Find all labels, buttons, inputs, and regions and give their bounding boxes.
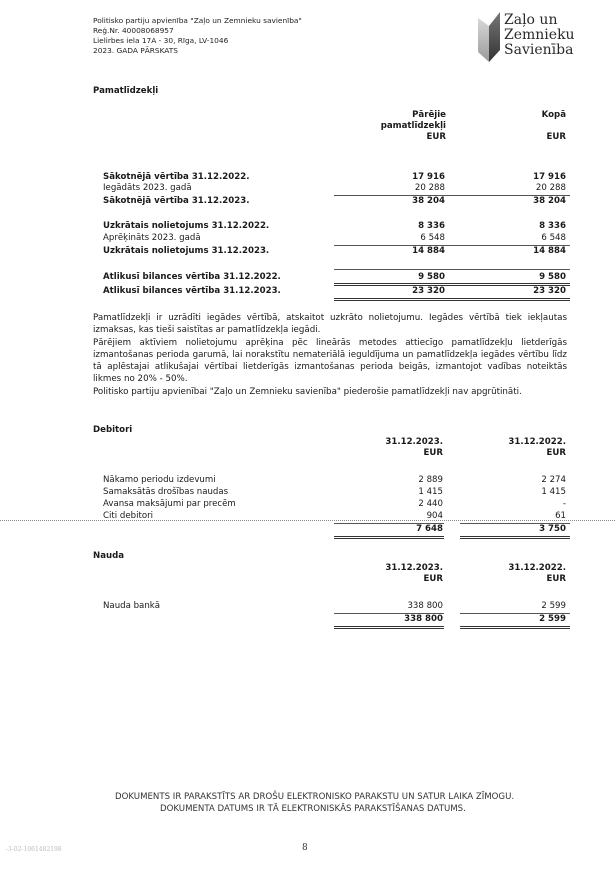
- total-double-rule: [334, 626, 444, 629]
- table-row-total: [0, 614, 615, 626]
- total-double-rule: [334, 298, 570, 301]
- table-row: [0, 196, 615, 208]
- total-value: 2 599: [539, 614, 566, 624]
- section-title-debtors: Debitori: [93, 425, 133, 435]
- note-paragraph: Politisko partiju apvienībai "Zaļo un Zemnieku savienība" piederošie pamatlīdzekļi nav apgrūtināti.: [93, 386, 522, 397]
- table-row: [0, 475, 615, 487]
- table-row-total: [0, 524, 615, 536]
- total-value: 7 648: [416, 524, 443, 534]
- total-value: 3 750: [539, 524, 566, 534]
- table-row: [0, 499, 615, 511]
- row-label: Sākotnējā vērtība 31.12.2022.: [103, 172, 250, 182]
- col-header-date: 31.12.2023.: [385, 563, 443, 573]
- col-header-unit: EUR: [546, 574, 566, 584]
- column-header-2023: [340, 563, 443, 585]
- row-value: 1 415: [541, 487, 566, 497]
- col-header-date: 31.12.2023.: [385, 437, 443, 447]
- page-number: 8: [302, 843, 308, 853]
- row-label: Iegādāts 2023. gadā: [103, 183, 192, 193]
- row-label: Avansa maksājumi par precēm: [103, 499, 236, 509]
- row-value: 23 320: [533, 286, 566, 296]
- fixed-assets-notes: [93, 312, 567, 398]
- balance-rule: [334, 269, 570, 270]
- row-label: Samaksātās drošības naudas: [103, 487, 229, 497]
- document-code: -3-02-1061482198: [6, 846, 62, 853]
- table-row: [0, 221, 615, 233]
- scan-artifact-line: [0, 520, 615, 521]
- column-header-2022: [470, 437, 566, 459]
- table-row: [0, 233, 615, 245]
- document-header: [93, 16, 302, 56]
- table-row: [0, 183, 615, 195]
- row-value: 2 440: [418, 499, 443, 509]
- col-header-unit: EUR: [546, 132, 566, 142]
- logo-line-3: Savienība: [504, 42, 574, 58]
- row-value: 9 580: [539, 272, 566, 282]
- row-value: 8 336: [539, 221, 566, 231]
- row-value: -: [562, 499, 566, 509]
- report-title: 2023. GADA PĀRSKATS: [93, 46, 178, 55]
- note-paragraph: Pārējiem aktīviem nolietojumu aprēķina pēc lineārās metodes attiecīgo pamatlīdzekļu lietderīgās izmantošanas perioda garumā, lai norakstītu nemateriālā ieguldījuma un pamatlīdzekļa iegādes vērtību līdz tā aplēstajai atlikušajai vērtībai lietderīgās izmantošanas perioda beigās, izmantojot vadības noteiktās likmes no 20% - 50%.: [93, 337, 567, 385]
- row-label: Nākamo periodu izdevumi: [103, 475, 216, 485]
- row-label: Uzkrātais nolietojums 31.12.2022.: [103, 221, 270, 231]
- row-value: 23 320: [412, 286, 445, 296]
- row-value: 17 916: [533, 172, 566, 182]
- row-label: Aprēķināts 2023. gadā: [103, 233, 201, 243]
- stamp-line-1: DOKUMENTS IR PARAKSTĪTS AR DROŠU ELEKTRONISKO PARAKSTU UN SATUR LAIKA ZĪMOGU.: [115, 792, 515, 802]
- col-header-date: 31.12.2022.: [508, 437, 566, 447]
- row-label: Uzkrātais nolietojums 31.12.2023.: [103, 246, 270, 256]
- col-header-unit: EUR: [546, 448, 566, 458]
- table-row: [0, 286, 615, 298]
- row-value: 38 204: [533, 196, 566, 206]
- row-value: 14 884: [533, 246, 566, 256]
- row-value: 8 336: [418, 221, 445, 231]
- section-title-cash: Nauda: [93, 551, 125, 561]
- row-label: Sākotnējā vērtība 31.12.2023.: [103, 196, 250, 206]
- book-shield-logo-icon: [478, 10, 500, 62]
- logo-line-2: Zemnieku: [504, 27, 575, 43]
- row-value: 38 204: [412, 196, 445, 206]
- column-header-2023: [340, 437, 443, 459]
- row-value: 17 916: [412, 172, 445, 182]
- col-header-line: Kopā: [541, 110, 566, 120]
- row-value: 61: [555, 511, 566, 521]
- org-name: Politisko partiju apvienība "Zaļo un Zemnieku savienība": [93, 16, 302, 25]
- table-row: [0, 487, 615, 499]
- row-value: 2 274: [541, 475, 566, 485]
- total-double-rule: [334, 536, 444, 539]
- table-row: [0, 601, 615, 613]
- col-header-unit: EUR: [426, 132, 446, 142]
- row-value: 1 415: [418, 487, 443, 497]
- table-row: [0, 246, 615, 258]
- note-paragraph: Pamatlīdzekļi ir uzrādīti iegādes vērtībā, atskaitot uzkrāto nolietojumu. Iegādes vērtībā tiek iekļautas izmaksas, kas tieši saistītas ar pamatlīdzekļa iegādi.: [93, 313, 567, 336]
- col-header-line: pamatlīdzekļi: [380, 121, 446, 131]
- address: Lielirbes iela 17A - 30, Rīga, LV-1046: [93, 36, 229, 45]
- col-header-unit: EUR: [423, 448, 443, 458]
- stamp-line-2: DOKUMENTA DATUMS IR TĀ ELEKTRONISKĀS PARAKSTĪŠANAS DATUMS.: [160, 804, 466, 814]
- row-value: 6 548: [541, 233, 566, 243]
- row-label: Atlikusī bilances vērtība 31.12.2023.: [103, 286, 281, 296]
- col-header-line: Pārējie: [412, 110, 446, 120]
- row-value: 20 288: [414, 183, 445, 193]
- total-double-rule: [460, 626, 570, 629]
- row-value: 338 800: [407, 601, 443, 611]
- row-value: 2 889: [418, 475, 443, 485]
- reg-number: Reģ.Nr. 40008068957: [93, 26, 174, 35]
- logo-line-1: Zaļo un: [504, 12, 558, 28]
- section-title-fixed-assets: Pamatlīdzekļi: [93, 86, 159, 96]
- row-value: 2 599: [541, 601, 566, 611]
- row-value: 20 288: [535, 183, 566, 193]
- total-double-rule: [460, 536, 570, 539]
- row-value: 9 580: [418, 272, 445, 282]
- column-header-total: [500, 110, 566, 143]
- row-value: 6 548: [420, 233, 445, 243]
- table-row: [0, 511, 615, 523]
- col-header-date: 31.12.2022.: [508, 563, 566, 573]
- total-value: 338 800: [404, 614, 443, 624]
- row-label: Atlikusī bilances vērtība 31.12.2022.: [103, 272, 281, 282]
- column-header-2022: [470, 563, 566, 585]
- col-header-spacer: [500, 121, 566, 132]
- row-label: Nauda bankā: [103, 601, 161, 611]
- party-logo: [478, 10, 575, 62]
- column-header-other-assets: [340, 110, 446, 143]
- row-label: Citi debitori: [103, 511, 154, 521]
- row-value: 904: [426, 511, 443, 521]
- logo-text: [504, 13, 575, 58]
- col-header-unit: EUR: [423, 574, 443, 584]
- row-value: 14 884: [412, 246, 445, 256]
